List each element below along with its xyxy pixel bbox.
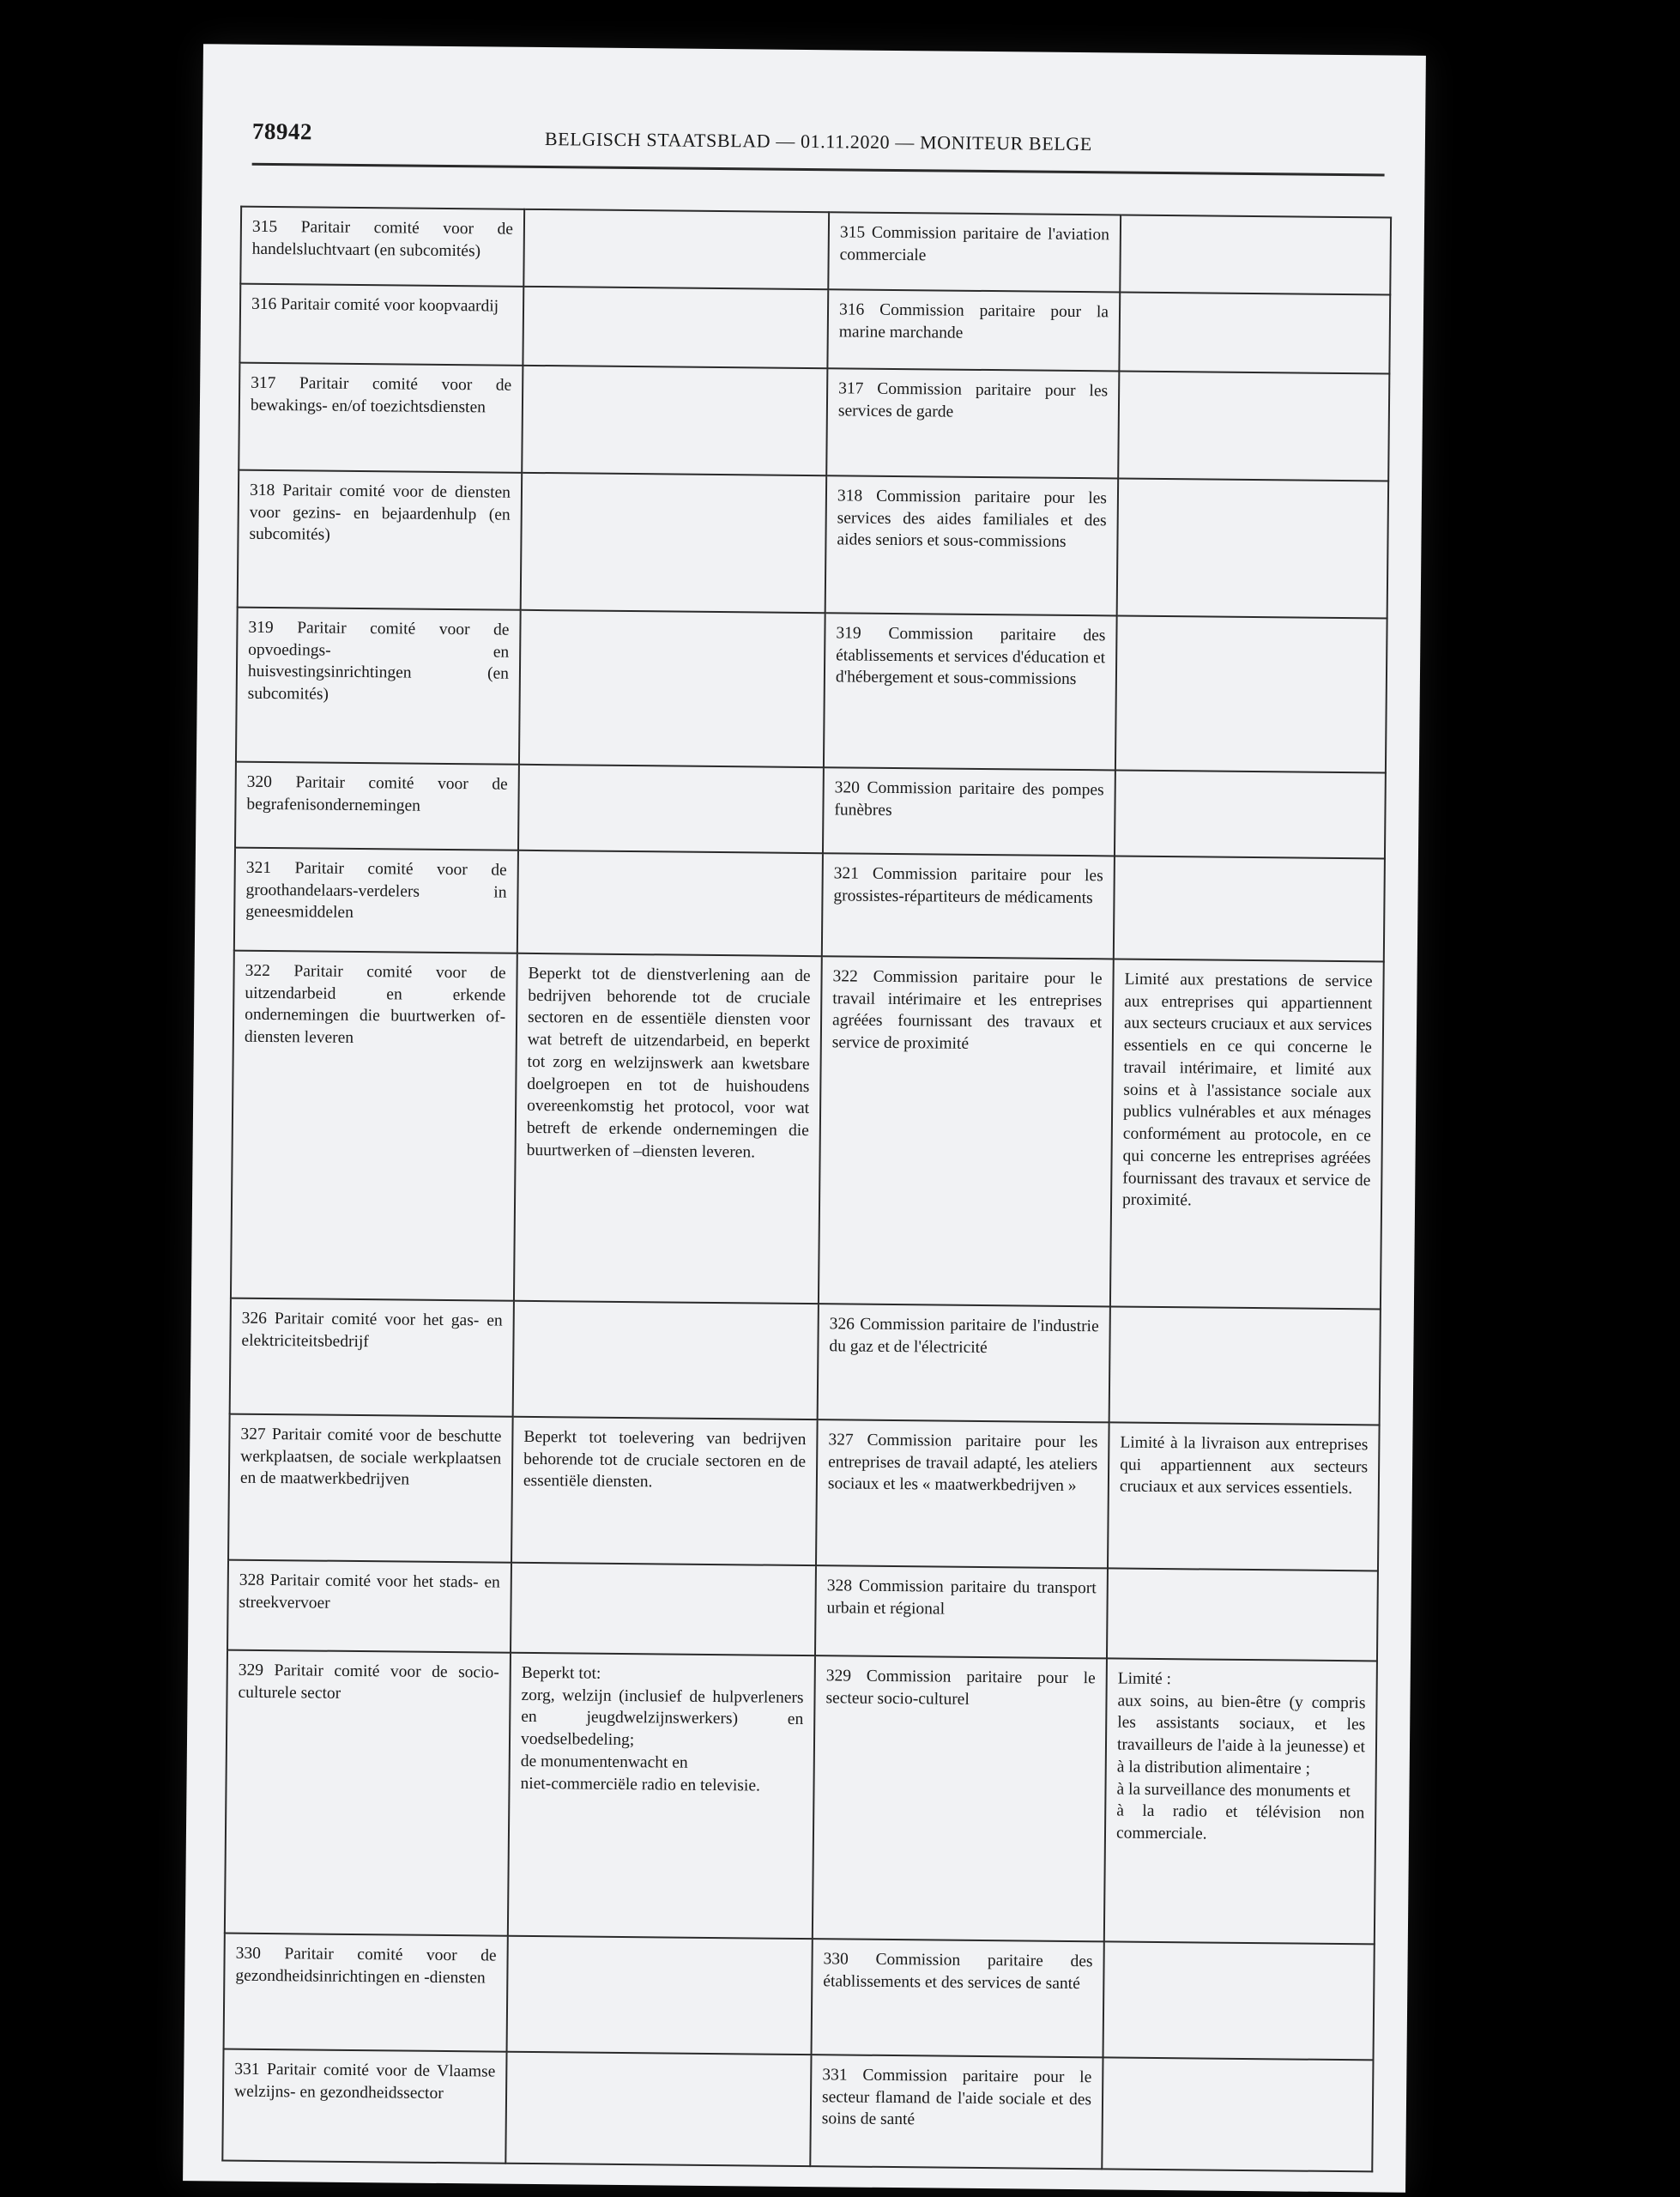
fr-committee-cell: 327 Commission paritaire pour les entreprises de travail adapté, les ateliers sociaux et les « maatwerkbedrijven »	[816, 1419, 1109, 1568]
table-row	[235, 762, 1386, 859]
nl-committee-cell: 329 Paritair comité voor de socio-culturele sector	[225, 1650, 511, 1936]
table-row	[239, 363, 1389, 481]
document-page	[183, 44, 1426, 2193]
journal-title: BELGISCH STAATSBLAD — 01.11.2020 — MONITEUR BELGE	[544, 128, 1093, 155]
fr-committee-cell: 317 Commission paritaire pour les services de garde	[826, 368, 1119, 478]
fr-restriction-cell	[1115, 615, 1387, 772]
table-row	[239, 284, 1390, 374]
nl-restriction-cell: Beperkt tot de dienstverlening aan de bedrijven behorende tot de cruciale sectoren en de essentiële diensten voor wat betreft de uitzendarbeid, en beperkt tot zorg en welzijnswerk aan kwetsbare doelgroepen en tot de huishoudens overeenkomstig het protocol, voor wat betreft de erkende ondernemingen die buurtwerken of –diensten leveren.	[514, 953, 822, 1304]
nl-committee-cell: 326 Paritair comité voor het gas- en elektriciteitsbedrijf	[230, 1298, 514, 1417]
nl-committee-cell: 318 Paritair comité voor de diensten voor gezins- en bejaardenhulp (en subcomités)	[238, 470, 523, 610]
fr-restriction-cell	[1103, 1941, 1375, 2060]
page-header	[252, 112, 1386, 177]
table-row	[236, 608, 1387, 773]
nl-restriction-cell	[511, 1563, 816, 1655]
fr-restriction-cell	[1118, 371, 1389, 481]
nl-committee-cell: 316 Paritair comité voor koopvaardij	[239, 284, 523, 366]
nl-committee-cell: 320 Paritair comité voor de begrafenisondernemingen	[235, 762, 519, 850]
nl-restriction-cell	[522, 366, 827, 475]
nl-restriction-cell	[521, 473, 827, 613]
table-row	[224, 1934, 1375, 2061]
fr-restriction-cell: Limité à la livraison aux entreprises qui appartiennent aux secteurs cruciaux et aux services essentiels.	[1108, 1422, 1380, 1571]
table-row	[238, 470, 1388, 619]
nl-restriction-cell	[517, 850, 823, 956]
fr-committee-cell: 315 Commission paritaire de l'aviation commerciale	[828, 212, 1121, 292]
nl-committee-cell: 322 Paritair comité voor de uitzendarbeid en erkende ondernemingen die buurtwerken of- diensten leveren	[231, 951, 517, 1301]
fr-committee-cell: 331 Commission paritaire pour le secteur flamand de l'aide sociale et des soins de santé	[810, 2055, 1103, 2169]
nl-restriction-cell	[519, 610, 825, 767]
nl-restriction-cell: Beperkt tot: zorg, welzijn (inclusief de hulpverleners en jeugdwelzijnswerkers) en voedselbedeling; de monumentenwacht en niet-commerciële radio en televisie.	[508, 1653, 815, 1939]
table-row	[227, 1560, 1378, 1661]
nl-committee-cell: 328 Paritair comité voor het stads- en streekvervoer	[227, 1560, 511, 1653]
table-row	[225, 1650, 1377, 1945]
nl-committee-cell: 327 Paritair comité voor de beschutte werkplaatsen, de sociale werkplaatsen en de maatwerkbedrijven	[228, 1414, 513, 1563]
nl-committee-cell: 315 Paritair comité voor de handelsluchtvaart (en subcomités)	[240, 207, 524, 287]
fr-restriction-cell: Limité : aux soins, au bien-être (y compris les assistants sociaux, et les travailleurs de l'aide à la jeunesse) et à la distribution alimentaire ; à la surveillance des monuments et à la radio et télévision non commerciale.	[1104, 1658, 1377, 1944]
fr-committee-cell: 316 Commission paritaire pour la marine marchande	[827, 289, 1120, 371]
nl-restriction-cell	[523, 287, 828, 368]
fr-restriction-cell	[1119, 292, 1390, 373]
fr-restriction-cell	[1117, 478, 1389, 618]
table-row	[231, 951, 1384, 1310]
fr-committee-cell: 321 Commission paritaire pour les grossistes-répartiteurs de médicaments	[822, 853, 1115, 959]
nl-restriction-cell	[505, 2052, 811, 2166]
fr-restriction-cell: Limité aux prestations de service aux entreprises qui appartiennent aux secteurs cruciaux et aux services essentiels en ce qui concerne le travail intérimaire, et limité aux soins et à l'assistance sociale aux publics vulnérables et aux ménages conformément au protocole, en ce qui concerne les entreprises agréées fournissant des travaux et service de proximité.	[1110, 959, 1384, 1309]
table-row	[234, 848, 1385, 962]
fr-restriction-cell	[1120, 215, 1391, 294]
page-number: 78942	[251, 118, 313, 145]
fr-committee-cell: 319 Commission paritaire des établissements et services d'éducation et d'hébergement et sous-commissions	[824, 613, 1117, 770]
committee-table	[221, 206, 1392, 2173]
nl-committee-cell: 321 Paritair comité voor de groothandelaars-verdelers in geneesmiddelen	[234, 848, 518, 953]
fr-committee-cell: 320 Commission paritaire des pompes funèbres	[823, 767, 1115, 856]
fr-restriction-cell	[1115, 770, 1386, 858]
fr-committee-cell: 322 Commission paritaire pour le travail intérimaire et les entreprises agréées fournissant des travaux et service de proximité	[819, 956, 1114, 1306]
fr-committee-cell: 318 Commission paritaire pour les services des aides familiales et des aides seniors et sous-commissions	[825, 475, 1119, 615]
nl-restriction-cell	[523, 209, 829, 289]
table-row	[222, 2049, 1373, 2172]
fr-committee-cell: 330 Commission paritaire des établissements et des services de santé	[812, 1939, 1104, 2057]
table-row	[228, 1414, 1380, 1571]
nl-committee-cell: 317 Paritair comité voor de bewakings- en/of toezichtsdiensten	[239, 363, 523, 473]
nl-restriction-cell	[518, 765, 824, 853]
fr-committee-cell: 326 Commission paritaire de l'industrie du gaz et de l'électricité	[818, 1304, 1110, 1422]
fr-restriction-cell	[1107, 1568, 1378, 1661]
fr-committee-cell: 329 Commission paritaire pour le secteur socio-culturel	[813, 1655, 1107, 1941]
fr-restriction-cell	[1109, 1306, 1381, 1425]
nl-committee-cell: 319 Paritair comité voor de opvoedings- en huisvestingsinrichtingen (en subcomités)	[236, 608, 521, 765]
fr-restriction-cell	[1102, 2057, 1373, 2171]
nl-committee-cell: 331 Paritair comité voor de Vlaamse welzijns- en gezondheidssector	[222, 2049, 506, 2164]
nl-restriction-cell	[513, 1301, 819, 1419]
table-row	[240, 207, 1391, 295]
fr-restriction-cell	[1114, 856, 1385, 961]
nl-committee-cell: 330 Paritair comité voor de gezondheidsinrichtingen en -diensten	[224, 1934, 508, 2052]
fr-committee-cell: 328 Commission paritaire du transport urbain et régional	[815, 1565, 1108, 1658]
nl-restriction-cell	[507, 1936, 813, 2055]
nl-restriction-cell: Beperkt tot toelevering van bedrijven behorende tot de cruciale sectoren en de essentiële diensten.	[511, 1417, 818, 1565]
table-row	[230, 1298, 1381, 1425]
